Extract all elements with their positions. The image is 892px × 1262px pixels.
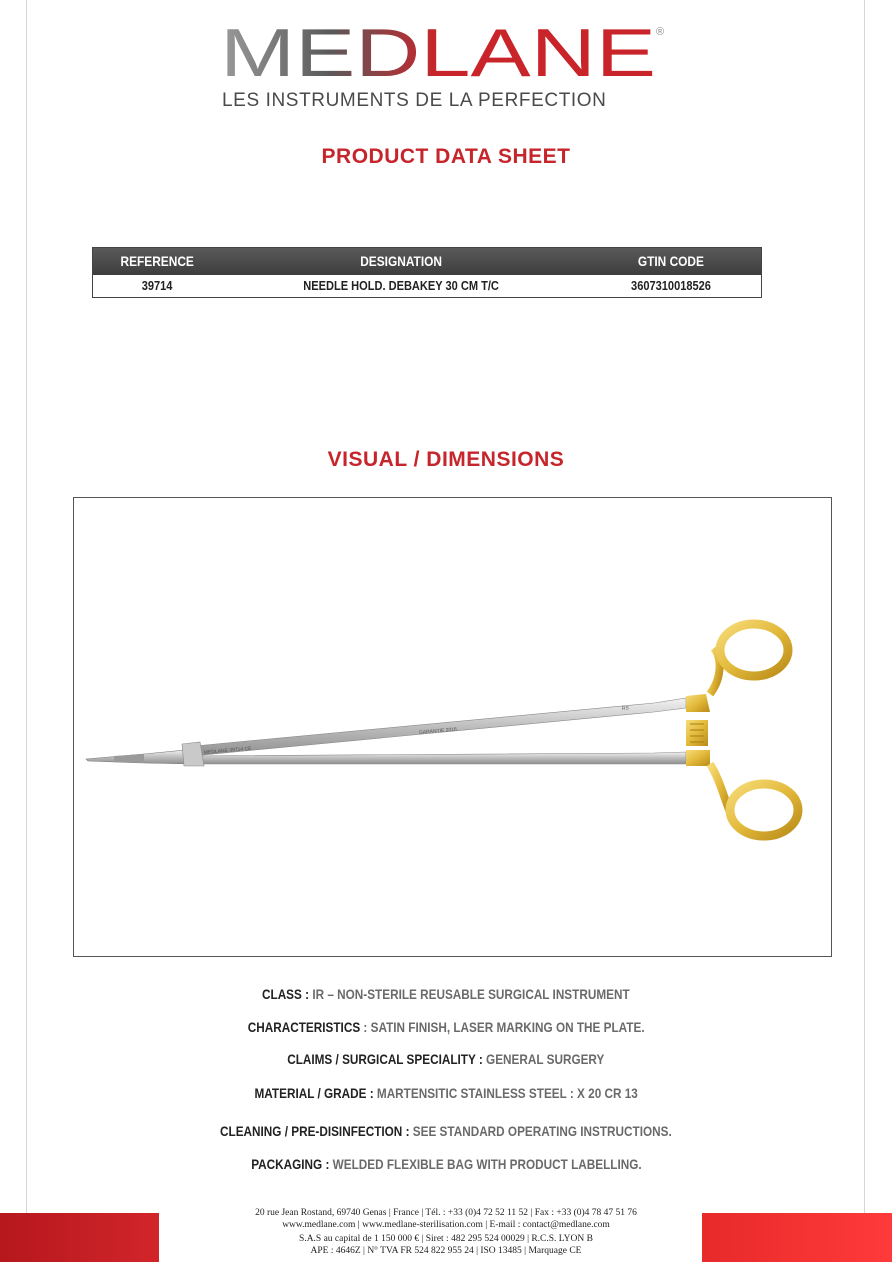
spec-claims-label: CLAIMS / SURGICAL SPECIALITY : — [287, 1051, 484, 1067]
spec-cleaning — [0, 1123, 892, 1139]
table-row — [93, 275, 761, 297]
registered-mark: ® — [656, 26, 665, 38]
spec-packaging — [0, 1156, 892, 1172]
footer-address: 20 rue Jean Rostand, 69740 Genas | France | Tél. : +33 (0)4 72 52 11 52 | Fax : +33 (0)4 78 47 51 76 — [255, 1208, 637, 1218]
spec-class-label: CLASS : — [262, 986, 310, 1002]
cell-gtin: 3607310018526 — [631, 278, 711, 293]
cell-reference: 39714 — [141, 278, 173, 293]
spec-claims-value: GENERAL SURGERY — [483, 1051, 605, 1067]
marking-rs: RS — [621, 705, 630, 712]
cell-designation: NEEDLE HOLD. DEBAKEY 30 CM T/C — [303, 278, 499, 293]
footer-web: www.medlane.com | www.medlane-sterilisation.com | E-mail : contact@medlane.com — [282, 1220, 610, 1230]
header-designation: DESIGNATION — [360, 252, 442, 269]
spec-characteristics-value: : SATIN FINISH, LASER MARKING ON THE PLATE. — [359, 1019, 645, 1035]
spec-packaging-value: WELDED FLEXIBLE BAG WITH PRODUCT LABELLING. — [328, 1156, 642, 1172]
spec-claims — [0, 1051, 892, 1067]
spec-material — [0, 1085, 892, 1101]
product-data-sheet-title: PRODUCT DATA SHEET — [321, 145, 571, 168]
footer-registration: APE : 4646Z | N° TVA FR 524 822 955 24 | ISO 13485 | Marquage CE — [310, 1246, 582, 1256]
medlane-logo — [220, 22, 680, 118]
marking-garantie: GARANTIE 2016 — [418, 726, 458, 736]
header-reference: REFERENCE — [120, 252, 194, 269]
spec-material-label: MATERIAL / GRADE : — [254, 1085, 374, 1101]
brand-name: MEDLANE — [220, 22, 656, 82]
visual-frame — [73, 497, 832, 957]
spec-characteristics — [0, 1019, 892, 1035]
footer-company: S.A.S au capital de 1 150 000 € | Siret : 482 295 524 00029 | R.C.S. LYON B — [299, 1234, 593, 1244]
spec-cleaning-value: SEE STANDARD OPERATING INSTRUCTIONS. — [409, 1123, 672, 1139]
spec-class-value: IR – NON-STERILE REUSABLE SURGICAL INSTRUMENT — [309, 986, 630, 1002]
spec-class — [0, 986, 892, 1002]
spec-packaging-label: PACKAGING : — [250, 1156, 329, 1172]
needle-holder-image — [74, 498, 831, 956]
medlane-wordmark — [220, 22, 660, 82]
brand-tagline: LES INSTRUMENTS DE LA PERFECTION — [222, 90, 607, 111]
reference-table — [92, 247, 762, 298]
spec-cleaning-label: CLEANING / PRE-DISINFECTION : — [220, 1123, 410, 1139]
spec-material-value: MARTENSITIC STAINLESS STEEL : X 20 CR 13 — [373, 1085, 638, 1101]
spec-characteristics-label: CHARACTERISTICS — [247, 1019, 360, 1035]
header-gtin: GTIN CODE — [637, 252, 705, 269]
marking-brand: MEDLANE 39714 CE — [203, 745, 252, 756]
table-header — [93, 248, 761, 275]
visual-dimensions-title: VISUAL / DIMENSIONS — [327, 448, 565, 471]
